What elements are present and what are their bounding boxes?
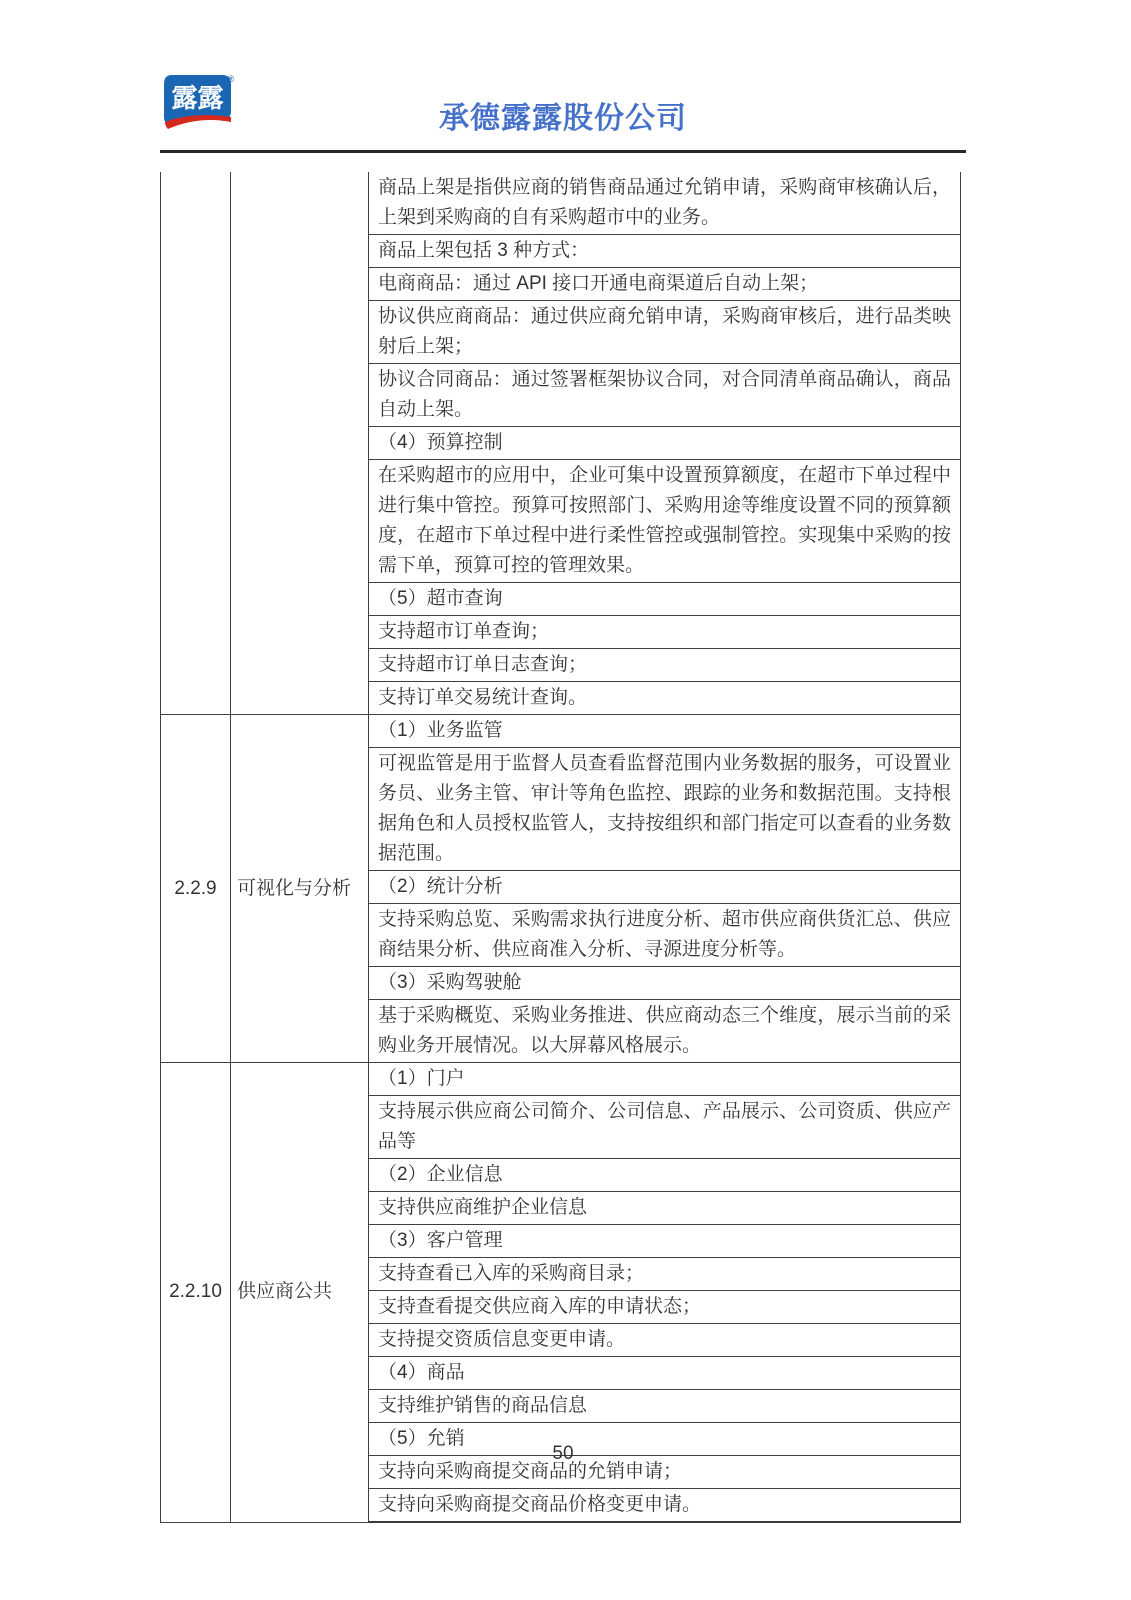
requirement-text-cell: （2）统计分析 (369, 871, 961, 904)
section-name-cell: 供应商公共 (231, 1063, 369, 1523)
section-name-cell: 可视化与分析 (231, 715, 369, 1063)
requirement-text-cell: 协议供应商商品：通过供应商允销申请，采购商审核后，进行品类映射后上架； (369, 301, 961, 364)
requirement-text-cell: 商品上架包括 3 种方式： (369, 235, 961, 268)
requirement-text-cell: 基于采购概览、采购业务推进、供应商动态三个维度，展示当前的采购业务开展情况。以大屏幕风格展示。 (369, 1000, 961, 1063)
section-number-cell: 2.2.9 (161, 715, 231, 1063)
requirement-text-cell: 支持查看已入库的采购商目录； (369, 1258, 961, 1291)
requirement-text-cell: 支持维护销售的商品信息 (369, 1390, 961, 1423)
requirements-table (160, 172, 961, 1523)
requirement-text-cell: 支持供应商维护企业信息 (369, 1192, 961, 1225)
requirement-text-cell: 可视监管是用于监督人员查看监督范围内业务数据的服务，可设置业务员、业务主管、审计等角色监控、跟踪的业务和数据范围。支持根据角色和人员授权监管人，支持按组织和部门指定可以查看的业务数据范围。 (369, 748, 961, 871)
requirement-text-cell: 支持订单交易统计查询。 (369, 682, 961, 715)
logo-text: 露露 (171, 83, 224, 113)
requirement-text-cell: （5）允销 (369, 1423, 961, 1456)
table-row (161, 172, 961, 235)
requirement-text-cell: 支持向采购商提交商品的允销申请； (369, 1456, 961, 1489)
requirement-text-cell: 协议合同商品：通过签署框架协议合同，对合同清单商品确认，商品自动上架。 (369, 364, 961, 427)
requirement-text-cell: （3）采购驾驶舱 (369, 967, 961, 1000)
requirement-text-cell: （1）门户 (369, 1063, 961, 1096)
table-row (161, 1063, 961, 1096)
requirement-text-cell: （5）超市查询 (369, 583, 961, 616)
page-number: 50 (552, 1443, 574, 1464)
company-title: 承德露露股份公司 (439, 102, 687, 135)
requirement-text-cell: 支持向采购商提交商品价格变更申请。 (369, 1489, 961, 1523)
section-number-cell (161, 172, 231, 715)
requirement-text-cell: （4）预算控制 (369, 427, 961, 460)
requirement-text-cell: （1）业务监管 (369, 715, 961, 748)
table-row (161, 715, 961, 748)
requirement-text-cell: （3）客户管理 (369, 1225, 961, 1258)
requirement-text-cell: 支持展示供应商公司简介、公司信息、产品展示、公司资质、供应产品等 (369, 1096, 961, 1159)
section-number-cell: 2.2.10 (161, 1063, 231, 1523)
requirement-text-cell: 商品上架是指供应商的销售商品通过允销申请，采购商审核确认后，上架到采购商的自有采购超市中的业务。 (369, 172, 961, 235)
requirement-text-cell: 支持提交资质信息变更申请。 (369, 1324, 961, 1357)
section-name-cell (231, 172, 369, 715)
requirement-text-cell: 支持查看提交供应商入库的申请状态； (369, 1291, 961, 1324)
requirement-text-cell: 支持采购总览、采购需求执行进度分析、超市供应商供货汇总、供应商结果分析、供应商准入分析、寻源进度分析等。 (369, 904, 961, 967)
requirement-text-cell: （2）企业信息 (369, 1159, 961, 1192)
header-divider (160, 150, 966, 153)
requirement-text-cell: 电商商品：通过 API 接口开通电商渠道后自动上架； (369, 268, 961, 301)
requirement-text-cell: （4）商品 (369, 1357, 961, 1390)
requirement-text-cell: 在采购超市的应用中，企业可集中设置预算额度，在超市下单过程中进行集中管控。预算可按照部门、采购用途等维度设置不同的预算额度，在超市下单过程中进行柔性管控或强制管控。实现集中采购的按需下单，预算可控的管理效果。 (369, 460, 961, 583)
requirement-text-cell: 支持超市订单查询； (369, 616, 961, 649)
requirement-text-cell: 支持超市订单日志查询； (369, 649, 961, 682)
logo-registered-mark: ® (227, 74, 235, 84)
